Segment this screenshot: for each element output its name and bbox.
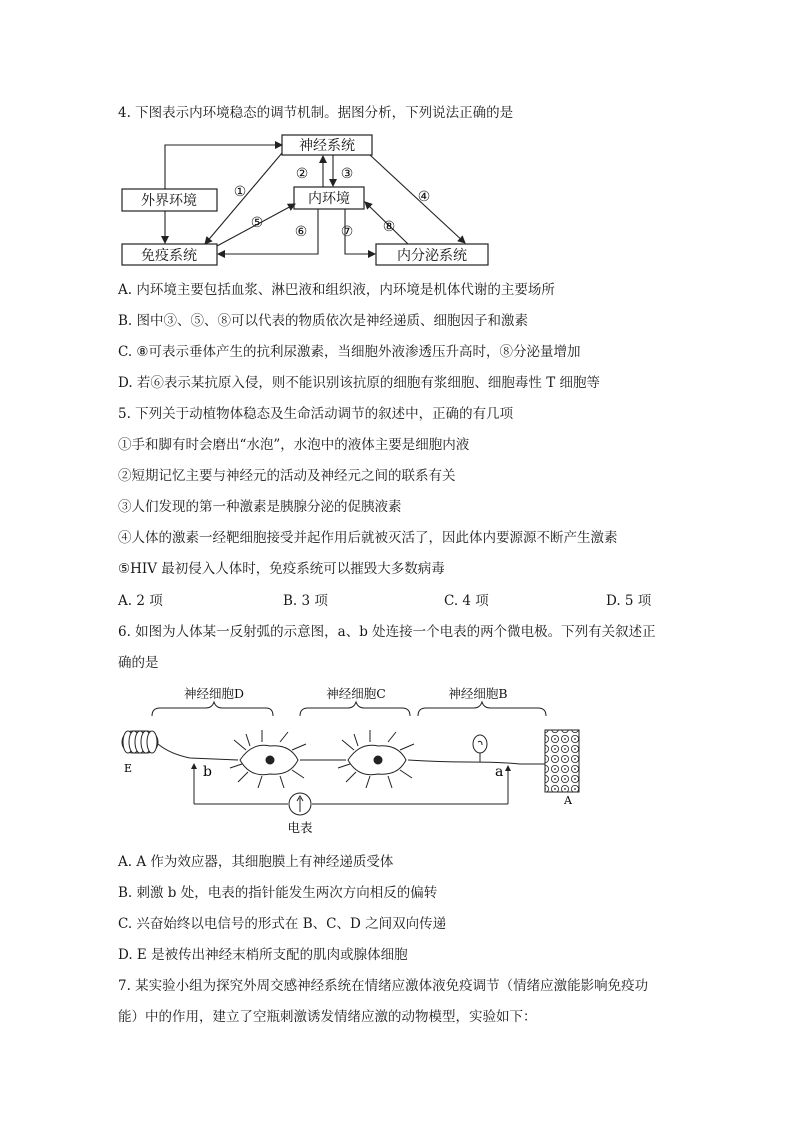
arrow-label-8: ⑧ bbox=[382, 219, 396, 235]
q4-regulation-diagram bbox=[0, 130, 794, 270]
q4-option-a: A. 内环境主要包括血浆、淋巴液和组织液，内环境是机体代谢的主要场所 bbox=[118, 282, 555, 298]
q4-option-b: B. 图中③、⑤、⑧可以代表的物质依次是神经递质、细胞因子和激素 bbox=[118, 313, 529, 329]
label-nervous-system: 神经系统 bbox=[299, 138, 355, 154]
q5-statement-2: ②短期记忆主要与神经元的活动及神经元之间的联系有关 bbox=[118, 468, 456, 484]
q5-option-d: D. 5 项 bbox=[606, 593, 652, 609]
neuron-b-icon bbox=[473, 735, 487, 762]
neuron-d-icon bbox=[230, 730, 306, 788]
label-e: E bbox=[123, 762, 133, 775]
arrow-label-1: ① bbox=[233, 184, 247, 200]
label-meter: 电表 bbox=[287, 820, 313, 835]
arrow-external-to-nervous bbox=[165, 145, 282, 189]
ammeter-icon bbox=[289, 793, 311, 815]
label-receptor-a: A bbox=[564, 794, 572, 807]
q6-reflex-arc-diagram bbox=[0, 684, 794, 844]
label-endocrine-system: 内分泌系统 bbox=[397, 248, 467, 264]
q6-option-d: D. E 是被传出神经末梢所支配的肌肉或腺体细胞 bbox=[118, 947, 408, 963]
arrow-label-3: ③ bbox=[340, 166, 354, 182]
q4-option-d: D. 若⑥表示某抗原入侵，则不能识别该抗原的细胞有浆细胞、细胞毒性 T 细胞等 bbox=[118, 375, 601, 391]
effector-e-icon bbox=[122, 731, 158, 753]
q5-option-b: B. 3 项 bbox=[283, 593, 328, 609]
q5-option-a: A. 2 项 bbox=[118, 593, 163, 609]
arrow-label-2: ② bbox=[295, 166, 309, 182]
q4-stem: 4. 下图表示内环境稳态的调节机制。据图分析，下列说法正确的是 bbox=[118, 105, 514, 121]
q7-stem-line2: 能）中的作用，建立了空瓶刺激诱发情绪应激的动物模型，实验如下： bbox=[118, 1009, 537, 1025]
q5-statement-5: ⑤HIV 最初侵入人体时，免疫系统可以摧毁大多数病毒 bbox=[118, 561, 445, 577]
arrow-label-6: ⑥ bbox=[294, 224, 308, 240]
q5-statement-4: ④人体的激素一经靶细胞接受并起作用后就被灭活了，因此体内要源源不断产生激素 bbox=[118, 530, 618, 546]
label-immune-system: 免疫系统 bbox=[141, 248, 197, 264]
q5-statement-3: ③人们发现的第一种激素是胰腺分泌的促胰液素 bbox=[118, 499, 402, 515]
q6-option-c: C. 兴奋始终以电信号的形式在 B、C、D 之间双向传递 bbox=[118, 916, 447, 932]
label-b: b bbox=[203, 764, 212, 780]
label-neuron-d: 神经细胞D bbox=[183, 686, 245, 701]
label-neuron-c: 神经细胞C bbox=[326, 686, 386, 701]
q7-stem-line1: 7. 某实验小组为探究外周交感神经系统在情绪应激体液免疫调节（情绪应激能影响免疫功 bbox=[118, 978, 649, 994]
q4-option-c: C. ⑧可表示垂体产生的抗利尿激素，当细胞外液渗透压升高时，⑧分泌量增加 bbox=[118, 344, 581, 360]
arrow-label-4: ④ bbox=[417, 189, 431, 205]
q5-statement-1: ①手和脚有时会磨出“水泡”，水泡中的液体主要是细胞内液 bbox=[118, 437, 470, 453]
label-a: a bbox=[495, 764, 504, 780]
brace-neuron-b bbox=[418, 702, 546, 716]
neuron-c-icon bbox=[338, 730, 414, 788]
label-neuron-b: 神经细胞B bbox=[448, 686, 508, 701]
q6-option-a: A. A 作为效应器，其细胞膜上有神经递质受体 bbox=[118, 854, 394, 870]
arrow-label-7: ⑦ bbox=[340, 224, 354, 240]
receptor-a-icon bbox=[545, 730, 579, 792]
arrow-label-5: ⑤ bbox=[250, 215, 264, 231]
q6-stem-line2: 确的是 bbox=[118, 655, 159, 671]
q6-stem-line1: 6. 如图为人体某一反射弧的示意图，a、b 处连接一个电表的两个微电极。下列有关叙述正 bbox=[118, 624, 656, 640]
q5-option-c: C. 4 项 bbox=[444, 593, 489, 609]
label-internal-env: 内环境 bbox=[308, 191, 350, 207]
brace-neuron-d bbox=[152, 702, 273, 716]
q5-stem: 5. 下列关于动植物体稳态及生命活动调节的叙述中，正确的有几项 bbox=[118, 406, 514, 422]
brace-neuron-c bbox=[300, 702, 410, 716]
label-external-env: 外界环境 bbox=[141, 193, 197, 209]
q6-option-b: B. 刺激 b 处，电表的指针能发生两次方向相反的偏转 bbox=[118, 885, 438, 901]
